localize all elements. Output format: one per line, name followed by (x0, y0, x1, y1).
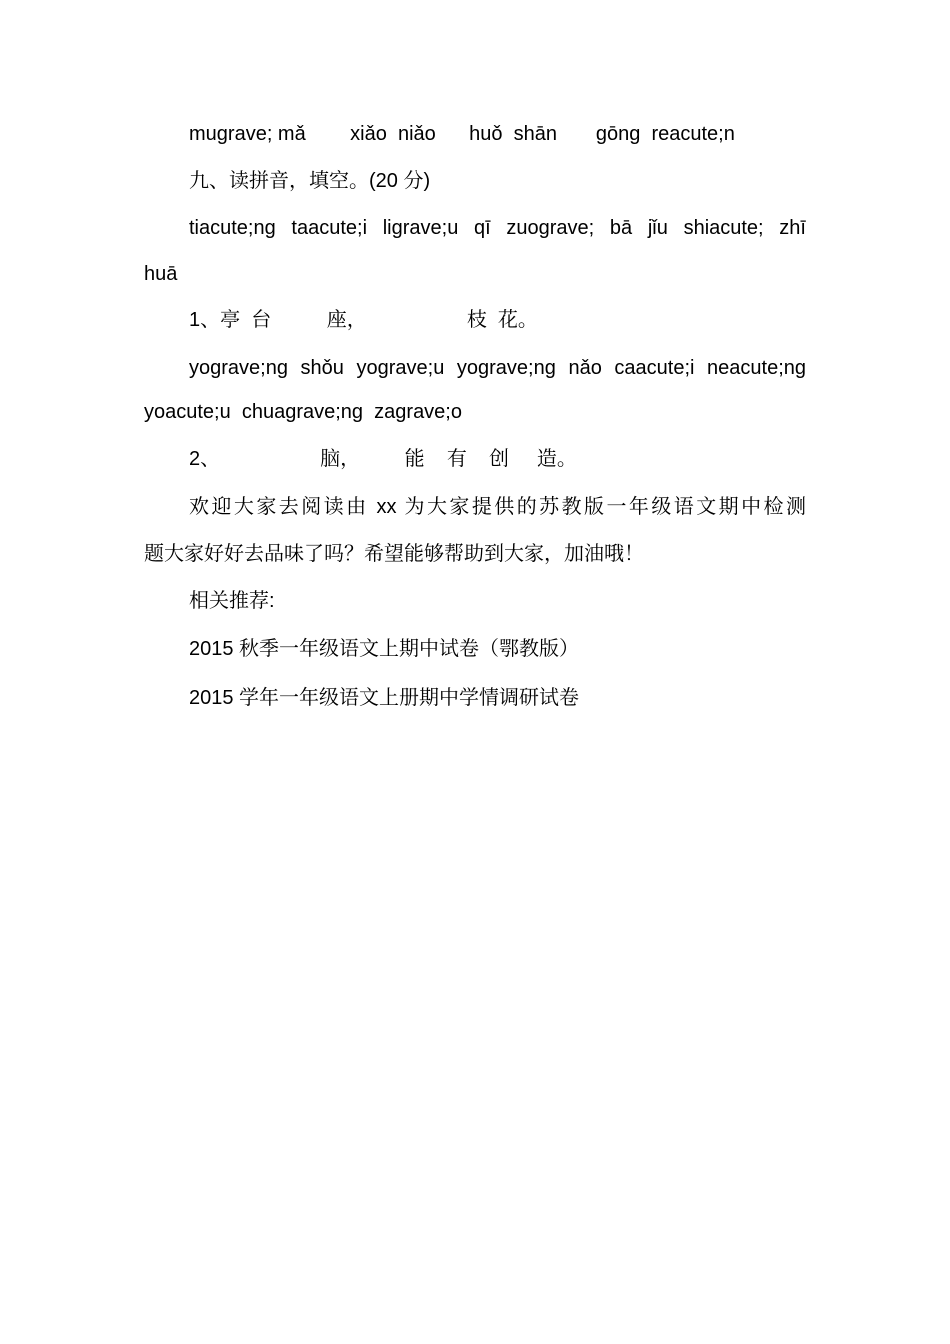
question-2: 2、 脑， 能 有 创 造。 (189, 448, 577, 470)
pinyin-line-2: tiacute;ng taacute;i ligrave;u qī zuograve; bā jǐu shiacute; zhī (189, 217, 806, 239)
closing-paragraph-line-1: 欢迎大家去阅读由 xx 为大家提供的苏教版一年级语文期中检测 (189, 496, 806, 518)
related-link-1[interactable]: 2015 秋季一年级语文上期中试卷（鄂教版） (189, 638, 580, 660)
question-1: 1、亭 台 座， 枝 花。 (189, 309, 538, 331)
closing-paragraph-line-2: 题大家好好去品味了吗？希望能够帮助到大家，加油哦！ (144, 543, 644, 565)
related-heading: 相关推荐: (189, 590, 275, 612)
pinyin-line-3-continued: yoacute;u chuagrave;ng zagrave;o (144, 401, 462, 423)
pinyin-line-2-continued: huā (144, 263, 178, 285)
section-nine-heading: 九、读拼音，填空。(20 分) (189, 170, 431, 192)
related-link-2[interactable]: 2015 学年一年级语文上册期中学情调研试卷 (189, 687, 580, 709)
pinyin-line-1: mugrave; mǎ xiǎo niǎo huǒ shān gōng reacute;n (189, 123, 735, 145)
pinyin-line-3: yograve;ng shǒu yograve;u yograve;ng nǎo caacute;i neacute;ng (189, 357, 806, 379)
